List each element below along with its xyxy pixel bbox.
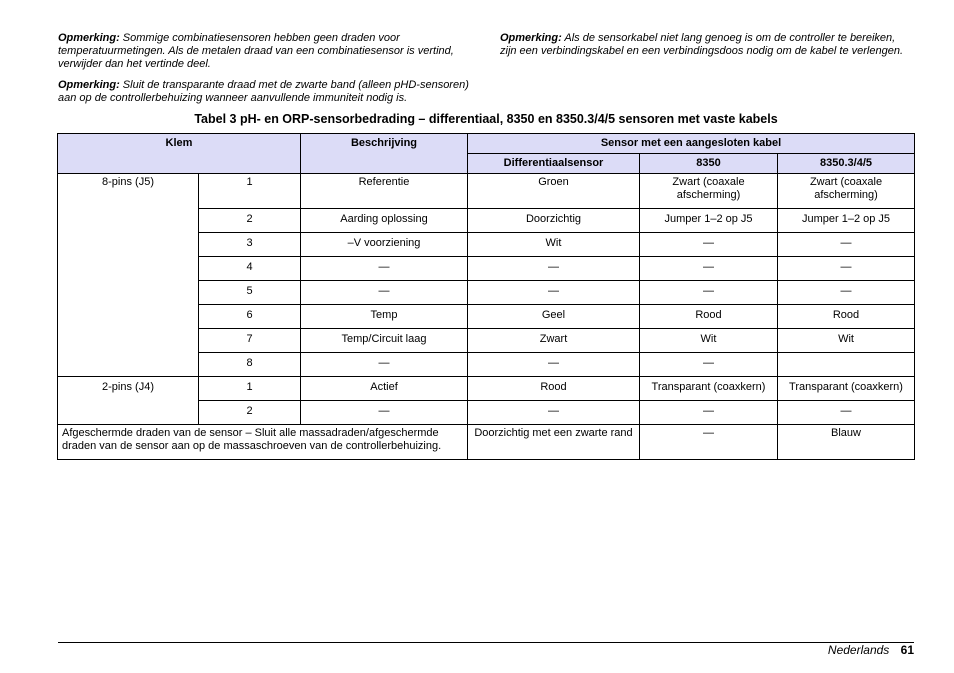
cell-pin: 7 <box>199 329 301 353</box>
cell-desc: — <box>301 257 468 281</box>
cell-pin: 5 <box>199 281 301 305</box>
note: Opmerking: Sluit de transparante draad met de zwarte band (alleen pHD-sensoren) aan op de controllerbehuizing wanneer aanvullende immuniteit nodig is. <box>58 79 469 104</box>
cell-pin: 2 <box>199 209 301 233</box>
footer-divider <box>58 642 914 643</box>
cell-diff: Rood <box>468 377 640 401</box>
cell-pin: 4 <box>199 257 301 281</box>
cell-s8350: Transparant (coaxkern) <box>640 377 778 401</box>
cell-s8350x: Wit <box>778 329 915 353</box>
cell-desc: — <box>301 353 468 377</box>
cell-s8350: Zwart (coaxale afscherming) <box>640 174 778 209</box>
header-differentiaalsensor: Differentiaalsensor <box>468 154 640 174</box>
cell-desc: — <box>301 281 468 305</box>
cell-s8350: Wit <box>640 329 778 353</box>
shield-cell-diff: Doorzichtig met een zwarte rand <box>468 425 640 460</box>
notes-right-column <box>500 32 914 113</box>
header-8350: 8350 <box>640 154 778 174</box>
table-caption: Tabel 3 pH- en ORP-sensorbedrading – differentiaal, 8350 en 8350.3/4/5 sensoren met vaste kabels <box>194 112 778 126</box>
cell-pin: 8 <box>199 353 301 377</box>
notes-left-column <box>58 32 476 113</box>
cell-desc: Referentie <box>301 174 468 209</box>
cell-pin: 1 <box>199 377 301 401</box>
footer-language: Nederlands <box>827 643 890 657</box>
cell-s8350x <box>778 353 915 377</box>
cell-s8350: — <box>640 281 778 305</box>
cell-desc: Temp <box>301 305 468 329</box>
header-8350-345: 8350.3/4/5 <box>778 154 915 174</box>
notes-section <box>58 32 914 113</box>
klem-group-label: 8-pins (J5) <box>58 174 199 377</box>
cell-diff: Groen <box>468 174 640 209</box>
wiring-table <box>57 133 915 460</box>
cell-diff: — <box>468 257 640 281</box>
shield-row <box>58 425 915 460</box>
page-footer <box>828 643 914 657</box>
cell-desc: — <box>301 401 468 425</box>
shield-cell-s8350x: Blauw <box>778 425 915 460</box>
cell-s8350x: Rood <box>778 305 915 329</box>
cell-diff: — <box>468 353 640 377</box>
table-row <box>58 377 915 401</box>
cell-diff: — <box>468 281 640 305</box>
shield-cell-s8350: — <box>640 425 778 460</box>
cell-pin: 6 <box>199 305 301 329</box>
cell-s8350: Rood <box>640 305 778 329</box>
header-klem: Klem <box>58 134 301 174</box>
cell-s8350: Jumper 1–2 op J5 <box>640 209 778 233</box>
cell-s8350: — <box>640 233 778 257</box>
header-sensor-group: Sensor met een aangesloten kabel <box>468 134 915 154</box>
table-body <box>58 174 915 460</box>
cell-s8350x: Zwart (coaxale afscherming) <box>778 174 915 209</box>
cell-s8350x: Jumper 1–2 op J5 <box>778 209 915 233</box>
cell-pin: 2 <box>199 401 301 425</box>
cell-diff: Wit <box>468 233 640 257</box>
cell-pin: 3 <box>199 233 301 257</box>
cell-diff: Geel <box>468 305 640 329</box>
cell-pin: 1 <box>199 174 301 209</box>
cell-s8350x: — <box>778 257 915 281</box>
page-number: 61 <box>900 643 914 657</box>
cell-diff: Doorzichtig <box>468 209 640 233</box>
cell-s8350: — <box>640 353 778 377</box>
cell-s8350x: — <box>778 401 915 425</box>
cell-s8350x: Transparant (coaxkern) <box>778 377 915 401</box>
note: Opmerking: Sommige combinatiesensoren hebben geen draden voor temperatuurmetingen. Als de metalen draad van een combinatiesensor is vertind, verwijder dan het vertinde deel. <box>58 32 454 70</box>
cell-diff: — <box>468 401 640 425</box>
header-beschrijving: Beschrijving <box>301 134 468 174</box>
cell-s8350x: — <box>778 233 915 257</box>
cell-desc: –V voorziening <box>301 233 468 257</box>
cell-s8350: — <box>640 401 778 425</box>
cell-s8350: — <box>640 257 778 281</box>
cell-desc: Temp/Circuit laag <box>301 329 468 353</box>
cell-desc: Actief <box>301 377 468 401</box>
cell-desc: Aarding oplossing <box>301 209 468 233</box>
table-row <box>58 174 915 209</box>
cell-diff: Zwart <box>468 329 640 353</box>
shield-description: Afgeschermde draden van de sensor – Sluit alle massadraden/afgeschermde draden van de sensor aan op de massaschroeven van de controllerbehuizing. <box>58 425 468 460</box>
cell-s8350x: — <box>778 281 915 305</box>
note: Opmerking: Als de sensorkabel niet lang genoeg is om de controller te bereiken, zijn een verbindingskabel en een verbindingsdoos nodig om de kabel te verlengen. <box>500 32 903 57</box>
klem-group-label: 2-pins (J4) <box>58 377 199 425</box>
